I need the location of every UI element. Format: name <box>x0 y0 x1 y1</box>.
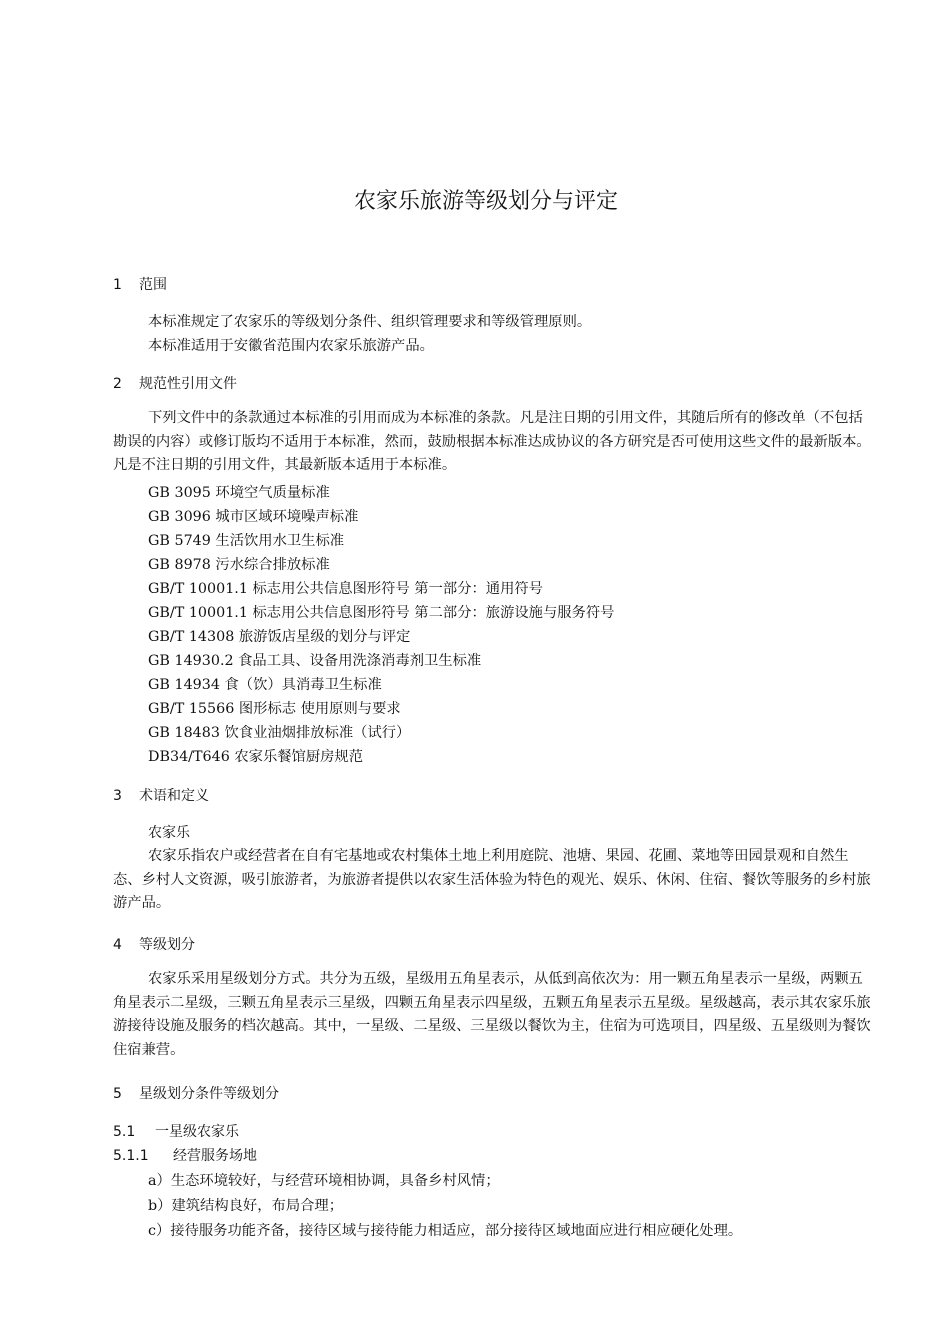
subsubsection-number: 5.1.1 <box>113 1148 149 1164</box>
section-number: 2 <box>113 376 122 392</box>
subsection-title: 一星级农家乐 <box>155 1124 239 1140</box>
reference-item: GB 18483 饮食业油烟排放标准（试行） <box>148 725 411 741</box>
section-title: 星级划分条件等级划分 <box>139 1086 279 1102</box>
section-4-heading <box>113 934 195 954</box>
section-5-heading <box>113 1083 279 1103</box>
subsection-heading <box>113 1121 239 1141</box>
reference-item: GB/T 10001.1 标志用公共信息图形符号 第二部分：旅游设施与服务符号 <box>148 605 615 621</box>
reference-item: GB/T 14308 旅游饭店星级的划分与评定 <box>148 629 411 645</box>
section-title: 范围 <box>139 277 167 293</box>
section-number: 3 <box>113 788 122 804</box>
list-item: b）建筑结构良好，布局合理； <box>148 1198 344 1214</box>
section-1-heading <box>113 274 167 294</box>
section-number: 1 <box>113 277 122 293</box>
reference-item: GB/T 10001.1 标志用公共信息图形符号 第一部分：通用符号 <box>148 581 543 597</box>
reference-item: GB 5749 生活饮用水卫生标准 <box>148 533 345 549</box>
reference-item: GB 14930.2 食品工具、设备用洗涤消毒剂卫生标准 <box>148 653 482 669</box>
section-title: 规范性引用文件 <box>139 376 237 392</box>
section-3-heading <box>113 785 209 805</box>
subsubsection-heading <box>113 1145 257 1165</box>
section-title: 等级划分 <box>139 937 195 953</box>
section-2-heading <box>113 373 237 393</box>
reference-item: GB 14934 食（饮）具消毒卫生标准 <box>148 677 382 693</box>
section-title: 术语和定义 <box>139 788 209 804</box>
list-item: c）接待服务功能齐备，接待区域与接待能力相适应，部分接待区域地面应进行相应硬化处理。 <box>148 1223 743 1239</box>
reference-item: GB 3095 环境空气质量标准 <box>148 485 330 501</box>
paragraph: 农家乐采用星级划分方式。共分为五级，星级用五角星表示，从低到高依次为：用一颗五角星表示一星级，两颗五角星表示二星级，三颗五角星表示三星级，四颗五角星表示四星级，五颗五角星表示五星级。星级越高，表示其农家乐旅游接待设施及服务的档次越高。其中，一星级、二星级、三星级以餐饮为主，住宿为可选项目，四星级、五星级则为餐饮住宿兼营。 <box>113 971 871 1058</box>
reference-item: GB 3096 城市区域环境噪声标准 <box>148 509 359 525</box>
paragraph: 本标准规定了农家乐的等级划分条件、组织管理要求和等级管理原则。 <box>148 314 592 330</box>
paragraph: 农家乐指农户或经营者在自有宅基地或农村集体土地上利用庭院、池塘、果园、花圃、菜地等田园景观和自然生态、乡村人文资源，吸引旅游者，为旅游者提供以农家生活体验为特色的观光、娱乐、休闲、住宿、餐饮等服务的乡村旅游产品。 <box>113 848 871 911</box>
list-item: a）生态环境较好，与经营环境相协调，具备乡村风情； <box>148 1173 500 1189</box>
section-number: 5 <box>113 1086 122 1102</box>
subsection-number: 5.1 <box>113 1124 136 1140</box>
subsubsection-title: 经营服务场地 <box>173 1148 257 1164</box>
paragraph: 本标准适用于安徽省范围内农家乐旅游产品。 <box>148 338 434 354</box>
reference-item: GB 8978 污水综合排放标准 <box>148 557 330 573</box>
reference-item: GB/T 15566 图形标志 使用原则与要求 <box>148 701 401 717</box>
reference-item: DB34/T646 农家乐餐馆厨房规范 <box>148 749 364 765</box>
term-label: 农家乐 <box>148 825 190 841</box>
document-title: 农家乐旅游等级划分与评定 <box>353 189 618 214</box>
section-number: 4 <box>113 937 122 953</box>
paragraph: 下列文件中的条款通过本标准的引用而成为本标准的条款。凡是注日期的引用文件，其随后所有的修改单（不包括勘误的内容）或修订版均不适用于本标准，然而，鼓励根据本标准达成协议的各方研究是否可使用这些文件的最新版本。凡是不注日期的引用文件，其最新版本适用于本标准。 <box>113 410 871 473</box>
